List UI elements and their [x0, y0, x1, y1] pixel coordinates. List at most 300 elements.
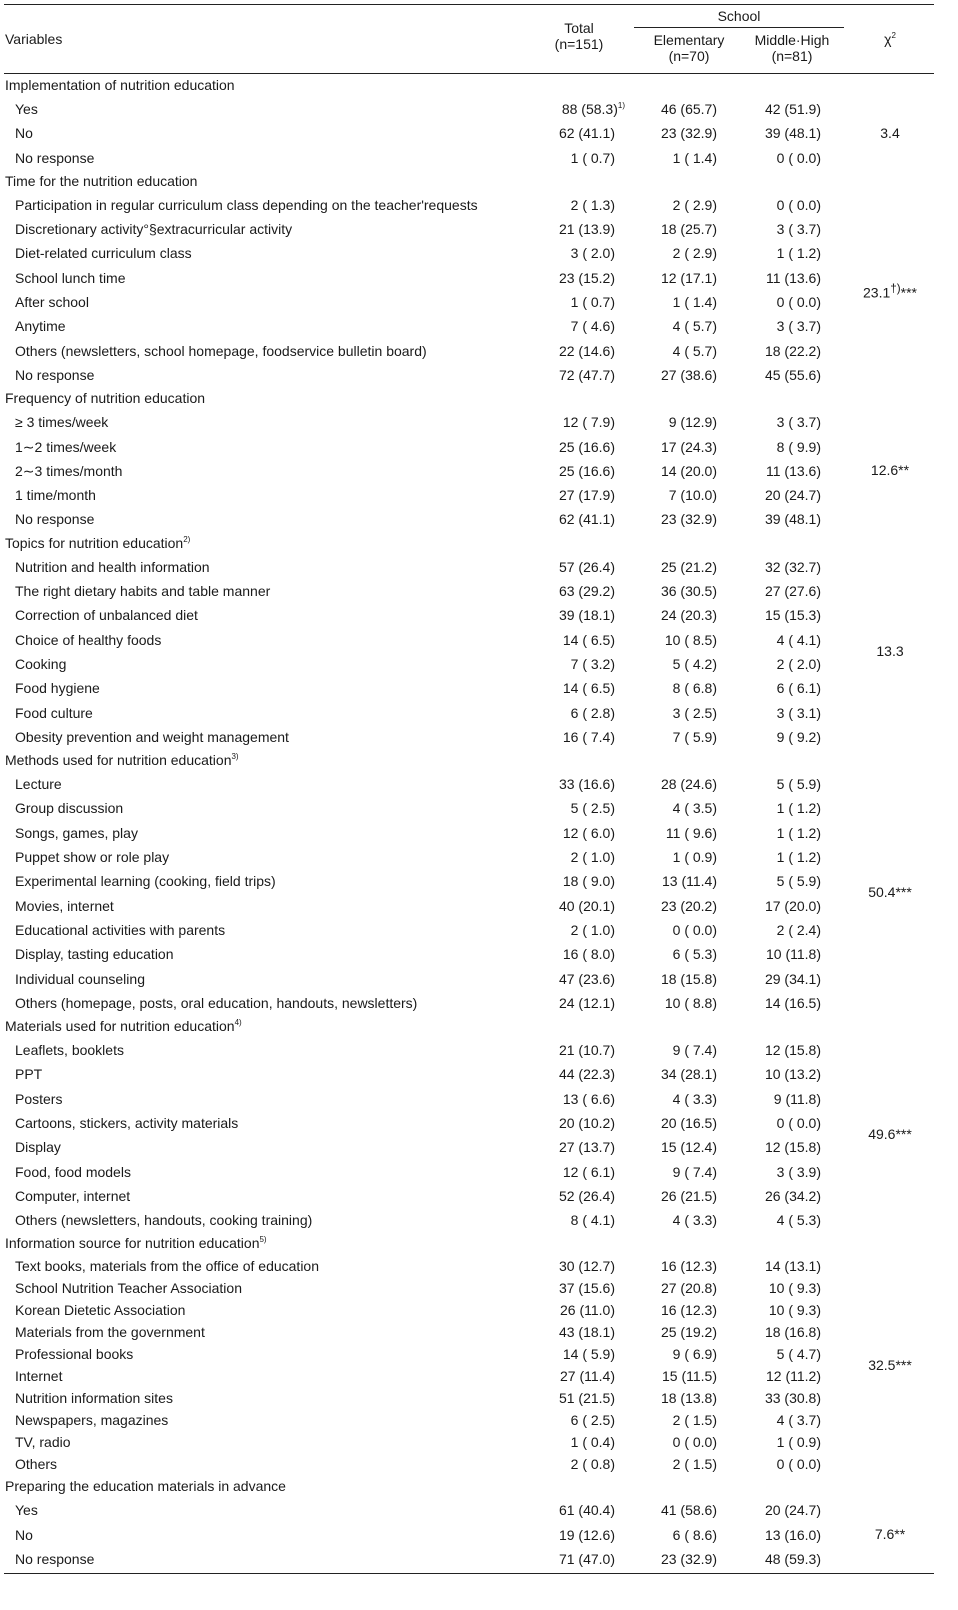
table-row [4, 1321, 934, 1343]
row-label: Text books, materials from the office of education [15, 1258, 320, 1275]
row-label: 1 time/month [15, 487, 96, 504]
cell-middle-high: 0 ( 0.0) [776, 149, 821, 166]
section-title: Methods used for nutrition education$^{3)}$ [5, 752, 239, 769]
cell-total: 63 (29.2) [558, 583, 615, 600]
cell-middle-high: 1 ( 0.9) [776, 1434, 821, 1451]
cell-middle-high: 0 ( 0.0) [776, 1114, 821, 1131]
cell-elementary: 10 ( 8.5) [664, 631, 717, 648]
row-label: School lunch time [15, 269, 126, 286]
section-title: Topics for nutrition education$^{2)}$ [5, 534, 191, 551]
row-label: Educational activities with parents [15, 921, 226, 938]
cell-total: 44 (22.3) [558, 1066, 615, 1083]
cell-middle-high: 3 ( 3.7) [776, 318, 821, 335]
cell-middle-high: 12 (11.2) [766, 1368, 821, 1385]
cell-total: 40 (20.1) [558, 897, 615, 914]
cell-elementary: 4 ( 3.3) [672, 1212, 717, 1229]
cell-elementary: 4 ( 5.7) [672, 342, 717, 359]
cell-middle-high: 32 (32.7) [764, 558, 821, 575]
table-row [4, 1184, 934, 1208]
table-row [4, 435, 934, 459]
cell-total: 61 (40.4) [558, 1502, 615, 1519]
cell-middle-high: 10 ( 9.3) [768, 1302, 821, 1319]
cell-middle-high: 5 ( 4.7) [776, 1346, 821, 1363]
table-section [4, 1475, 934, 1571]
cell-elementary: 25 (19.2) [660, 1324, 717, 1341]
cell-total: 2 ( 1.0) [570, 849, 615, 866]
row-label: Cartoons, stickers, activity materials [15, 1114, 239, 1131]
cell-middle-high: 4 ( 4.1) [776, 631, 821, 648]
cell-middle-high: 10 (13.2) [764, 1066, 821, 1083]
table-row [4, 1409, 934, 1431]
row-label: 1∼2 times/week [15, 438, 117, 455]
row-label: Display, tasting education [15, 946, 174, 963]
cell-middle-high: 1 ( 1.2) [776, 849, 821, 866]
cell-middle-high: 8 ( 9.9) [776, 438, 821, 455]
cell-total: 20 (10.2) [558, 1114, 615, 1131]
cell-elementary: 36 (30.5) [660, 583, 717, 600]
row-label: Professional books [15, 1346, 134, 1363]
table-section [4, 749, 934, 1015]
row-label: Correction of unbalanced diet [15, 607, 198, 624]
cell-elementary: 18 (13.8) [660, 1390, 717, 1407]
cell-elementary: 23 (32.9) [660, 1551, 717, 1568]
table-row [4, 845, 934, 869]
cell-elementary: 15 (12.4) [660, 1139, 717, 1156]
cell-total: 25 (16.6) [558, 438, 615, 455]
cell-middle-high: 12 (15.8) [764, 1042, 821, 1059]
row-label: No response [15, 366, 95, 383]
cell-middle-high: 14 (16.5) [764, 994, 821, 1011]
chi-square-value: 7.6** [874, 1526, 906, 1543]
row-label: Puppet show or role play [15, 849, 170, 866]
row-label: Individual counseling [15, 970, 145, 987]
cell-total: 22 (14.6) [558, 342, 615, 359]
cell-elementary: 9 ( 6.9) [672, 1346, 717, 1363]
cell-middle-high: 45 (55.6) [764, 366, 821, 383]
cell-middle-high: 5 ( 5.9) [776, 873, 821, 890]
table-row [4, 1365, 934, 1387]
cell-elementary: 2 ( 2.9) [672, 245, 717, 262]
cell-elementary: 26 (21.5) [660, 1187, 717, 1204]
chi-square-value: 13.3 [876, 642, 904, 659]
cell-middle-high: 11 (13.6) [766, 269, 821, 286]
table-row [4, 459, 934, 483]
cell-middle-high: 9 (11.8) [773, 1090, 821, 1107]
table-row [4, 1387, 934, 1409]
row-label: No response [15, 1551, 95, 1568]
cell-elementary: 23 (20.2) [660, 897, 717, 914]
table-row [4, 1523, 934, 1547]
cell-middle-high: 4 ( 5.3) [776, 1212, 821, 1229]
cell-middle-high: 0 ( 0.0) [776, 1456, 821, 1473]
cell-total: 1 ( 0.7) [570, 294, 615, 311]
cell-elementary: 9 (12.9) [668, 414, 717, 431]
nutrition-education-table [4, 4, 934, 1571]
cell-elementary: 13 (11.4) [662, 873, 717, 890]
cell-total: 7 ( 4.6) [570, 318, 615, 335]
cell-total: 14 ( 6.5) [562, 680, 615, 697]
table-row [4, 1453, 934, 1475]
cell-total: 12 ( 6.0) [562, 824, 615, 841]
row-label: 2∼3 times/month [15, 462, 123, 479]
cell-elementary: 1 ( 1.4) [672, 294, 717, 311]
cell-middle-high: 2 ( 2.0) [776, 655, 821, 672]
cell-middle-high: 3 ( 3.1) [776, 704, 821, 721]
header-variables: Variables [5, 31, 63, 47]
row-label: Experimental learning (cooking, field trips) [15, 873, 276, 890]
table-body [4, 74, 934, 1571]
cell-total: 13 ( 6.6) [562, 1090, 615, 1107]
cell-total: 3 ( 2.0) [570, 245, 615, 262]
cell-total: 43 (18.1) [558, 1324, 615, 1341]
cell-total: 33 (16.6) [558, 776, 615, 793]
cell-elementary: 4 ( 3.5) [672, 800, 717, 817]
cell-elementary: 5 ( 4.2) [672, 655, 717, 672]
row-label: No response [15, 511, 95, 528]
cell-middle-high: 1 ( 1.2) [776, 245, 821, 262]
header-school: School [717, 8, 761, 24]
table-row [4, 918, 934, 942]
row-label: Songs, games, play [15, 824, 138, 841]
cell-elementary: 6 ( 5.3) [672, 946, 717, 963]
cell-elementary: 18 (15.8) [660, 970, 717, 987]
row-label: School Nutrition Teacher Association [15, 1280, 242, 1297]
cell-total: 24 (12.1) [558, 994, 615, 1011]
cell-middle-high: 1 ( 1.2) [776, 800, 821, 817]
section-title: Implementation of nutrition education [5, 77, 235, 93]
table-section [4, 532, 934, 749]
table-bottom-rule [4, 1573, 934, 1574]
cell-total: 6 ( 2.8) [570, 704, 615, 721]
cell-total: 23 (15.2) [558, 269, 615, 286]
cell-middle-high: 17 (20.0) [764, 897, 821, 914]
table-row [4, 410, 934, 434]
row-label: Display [15, 1139, 61, 1156]
cell-total: 19 (12.6) [558, 1526, 615, 1543]
row-label: Posters [15, 1090, 63, 1107]
cell-middle-high: 20 (24.7) [764, 1502, 821, 1519]
table-header [4, 4, 934, 74]
cell-total: 1 ( 0.7) [570, 149, 615, 166]
table-row [4, 483, 934, 507]
table-row [4, 821, 934, 845]
table-row [4, 193, 934, 217]
cell-elementary: 3 ( 2.5) [672, 704, 717, 721]
table-section [4, 74, 934, 170]
cell-elementary: 0 ( 0.0) [672, 921, 717, 938]
cell-total: 2 ( 1.3) [570, 196, 615, 213]
table-row [4, 97, 934, 121]
cell-elementary: 6 ( 8.6) [672, 1526, 717, 1543]
cell-elementary: 18 (25.7) [660, 221, 717, 238]
cell-total: 16 ( 7.4) [562, 728, 615, 745]
table-row [4, 628, 934, 652]
row-label: Nutrition information sites [15, 1390, 173, 1407]
row-label: Computer, internet [15, 1187, 131, 1204]
row-label: PPT [15, 1066, 43, 1083]
cell-middle-high: 15 (15.3) [764, 607, 821, 624]
cell-elementary: 34 (28.1) [660, 1066, 717, 1083]
chi-square-value: 23.1†)*** [863, 281, 917, 301]
cell-total: 25 (16.6) [558, 462, 615, 479]
cell-middle-high: 4 ( 3.7) [776, 1412, 821, 1429]
row-label: ≥ 3 times/week [15, 414, 109, 431]
school-divider [634, 27, 844, 28]
cell-total: 12 ( 7.9) [562, 414, 615, 431]
header-elementary: Elementary (n=70) [653, 32, 725, 64]
row-label: No [15, 1526, 33, 1543]
cell-middle-high: 2 ( 2.4) [776, 921, 821, 938]
cell-elementary: 16 (12.3) [660, 1302, 717, 1319]
cell-total: 27 (11.4) [560, 1368, 615, 1385]
cell-elementary: 4 ( 3.3) [672, 1090, 717, 1107]
table-row [4, 1547, 934, 1571]
cell-middle-high: 9 ( 9.2) [776, 728, 821, 745]
row-label: Food hygiene [15, 680, 100, 697]
cell-elementary: 16 (12.3) [660, 1258, 717, 1275]
cell-elementary: 2 ( 1.5) [672, 1412, 717, 1429]
cell-total: 71 (47.0) [558, 1551, 615, 1568]
cell-elementary: 7 (10.0) [668, 487, 717, 504]
header-total: Total (n=151) [554, 20, 604, 52]
table-row [4, 1208, 934, 1232]
row-label: Korean Dietetic Association [15, 1302, 186, 1319]
cell-middle-high: 18 (22.2) [764, 342, 821, 359]
row-label: No [15, 125, 33, 142]
cell-middle-high: 20 (24.7) [764, 487, 821, 504]
row-label: Movies, internet [15, 897, 114, 914]
section-title: Frequency of nutrition education [5, 390, 206, 407]
table-row [4, 1498, 934, 1522]
chi-square-value: 32.5*** [868, 1357, 912, 1374]
table-row [4, 652, 934, 676]
table-row [4, 1299, 934, 1321]
row-label: Others (homepage, posts, oral education, handouts, newsletters) [15, 994, 418, 1011]
table-row [4, 1431, 934, 1453]
table-row [4, 1135, 934, 1159]
cell-middle-high: 12 (15.8) [764, 1139, 821, 1156]
cell-elementary: 14 (20.0) [660, 462, 717, 479]
cell-middle-high: 29 (34.1) [764, 970, 821, 987]
cell-middle-high: 39 (48.1) [764, 511, 821, 528]
cell-middle-high: 26 (34.2) [764, 1187, 821, 1204]
cell-total: 72 (47.7) [558, 366, 615, 383]
row-label: Leaflets, booklets [15, 1042, 124, 1059]
table-row [4, 266, 934, 290]
cell-elementary: 46 (65.7) [660, 101, 717, 117]
cell-elementary: 23 (32.9) [660, 511, 717, 528]
row-label: Others (newsletters, handouts, cooking training) [15, 1212, 313, 1229]
cell-middle-high: 39 (48.1) [764, 125, 821, 142]
cell-total: 88 $(58.3)^{1)}$ [561, 101, 625, 117]
cell-elementary: 23 (32.9) [660, 125, 717, 142]
cell-middle-high: 48 (59.3) [764, 1551, 821, 1568]
cell-elementary: 9 ( 7.4) [672, 1163, 717, 1180]
table-section [4, 387, 934, 531]
row-label: Discretionary activity°§extracurricular activity [15, 221, 293, 238]
table-row [4, 314, 934, 338]
cell-total: 26 (11.0) [560, 1302, 615, 1319]
cell-elementary: 9 ( 7.4) [672, 1042, 717, 1059]
cell-middle-high: 33 (30.8) [764, 1390, 821, 1407]
row-label: Others (newsletters, school homepage, foodservice bulletin board) [15, 342, 427, 359]
cell-elementary: 7 ( 5.9) [672, 728, 717, 745]
cell-middle-high: 42 (51.9) [764, 101, 821, 117]
table-section [4, 1015, 934, 1232]
row-label: Diet-related curriculum class [15, 245, 192, 262]
cell-elementary: 4 ( 5.7) [672, 318, 717, 335]
chi-square-value: 12.6** [870, 462, 910, 479]
cell-elementary: 8 ( 6.8) [672, 680, 717, 697]
row-label: TV, radio [15, 1434, 71, 1451]
table-row [4, 290, 934, 314]
row-label: Lecture [15, 776, 62, 793]
cell-total: 27 (13.7) [558, 1139, 615, 1156]
row-label: Nutrition and health information [15, 558, 210, 575]
cell-middle-high: 5 ( 5.9) [776, 776, 821, 793]
row-label: Others [15, 1456, 58, 1473]
cell-total: 16 ( 8.0) [562, 946, 615, 963]
cell-middle-high: 0 ( 0.0) [776, 196, 821, 213]
cell-elementary: 1 ( 0.9) [672, 849, 717, 866]
cell-total: 14 ( 5.9) [562, 1346, 615, 1363]
table-row [4, 725, 934, 749]
cell-elementary: 17 (24.3) [660, 438, 717, 455]
table-row [4, 772, 934, 796]
cell-elementary: 20 (16.5) [660, 1114, 717, 1131]
cell-elementary: 10 ( 8.8) [664, 994, 717, 1011]
cell-total: 2 ( 1.0) [570, 921, 615, 938]
row-label: Materials from the government [15, 1324, 205, 1341]
cell-elementary: 27 (20.8) [660, 1280, 717, 1297]
cell-total: 7 ( 3.2) [570, 655, 615, 672]
cell-total: 62 (41.1) [558, 125, 615, 142]
cell-middle-high: 0 ( 0.0) [776, 294, 821, 311]
cell-total: 57 (26.4) [558, 558, 615, 575]
table-row [4, 217, 934, 241]
section-title: Preparing the education materials in advance [5, 1478, 286, 1495]
table-row [4, 1343, 934, 1365]
cell-middle-high: 27 (27.6) [764, 583, 821, 600]
table-row [4, 1277, 934, 1299]
table-section [4, 1232, 934, 1475]
cell-total: 6 ( 2.5) [570, 1412, 615, 1429]
section-title: Information source for nutrition education$^{5)}$ [5, 1235, 267, 1252]
chi-square-value: 3.4 [880, 125, 900, 141]
cell-total: 21 (13.9) [558, 221, 615, 238]
table-row [4, 603, 934, 627]
table-row [4, 1111, 934, 1135]
table-row [4, 894, 934, 918]
cell-middle-high: 6 ( 6.1) [776, 680, 821, 697]
cell-total: 51 (21.5) [558, 1390, 615, 1407]
section-title: Materials used for nutrition education$^{4)}$ [5, 1018, 242, 1035]
cell-middle-high: 18 (16.8) [764, 1324, 821, 1341]
chi-square-value: 50.4*** [868, 884, 912, 901]
table-row [4, 363, 934, 387]
cell-middle-high: 10 ( 9.3) [768, 1280, 821, 1297]
row-label: Obesity prevention and weight management [15, 728, 289, 745]
header-chi-square: $\chi^2$ [884, 31, 896, 47]
cell-total: 62 (41.1) [558, 511, 615, 528]
cell-elementary: 12 (17.1) [660, 269, 717, 286]
row-label: Food, food models [15, 1163, 131, 1180]
row-label: Anytime [15, 318, 66, 335]
cell-elementary: 2 ( 2.9) [672, 196, 717, 213]
section-title: Time for the nutrition education [5, 172, 198, 189]
cell-elementary: 25 (21.2) [660, 558, 717, 575]
table-row [4, 991, 934, 1015]
cell-middle-high: 14 (13.1) [764, 1258, 821, 1275]
cell-elementary: 11 ( 9.6) [665, 824, 717, 841]
row-label: The right dietary habits and table manner [15, 583, 271, 600]
table-row [4, 942, 934, 966]
cell-middle-high: 13 (16.0) [764, 1526, 821, 1543]
table-row [4, 146, 934, 170]
table-row [4, 555, 934, 579]
cell-total: 37 (15.6) [558, 1280, 615, 1297]
row-label: Newspapers, magazines [15, 1412, 169, 1429]
table-section [4, 170, 934, 387]
cell-elementary: 27 (38.6) [660, 366, 717, 383]
cell-total: 1 ( 0.4) [570, 1434, 615, 1451]
row-label: Food culture [15, 704, 93, 721]
row-label: Cooking [15, 655, 67, 672]
cell-middle-high: 3 ( 3.7) [776, 221, 821, 238]
row-label: No response [15, 149, 95, 166]
cell-elementary: 0 ( 0.0) [672, 1434, 717, 1451]
table-row [4, 1087, 934, 1111]
cell-total: 5 ( 2.5) [570, 800, 615, 817]
table-row [4, 967, 934, 991]
table-row [4, 1255, 934, 1277]
cell-total: 12 ( 6.1) [562, 1163, 615, 1180]
cell-total: 21 (10.7) [558, 1042, 615, 1059]
cell-middle-high: 11 (13.6) [766, 462, 821, 479]
table-row [4, 1038, 934, 1062]
cell-total: 47 (23.6) [558, 970, 615, 987]
table-row [4, 121, 934, 145]
cell-total: 18 ( 9.0) [562, 873, 615, 890]
table-row [4, 241, 934, 265]
cell-total: 30 (12.7) [558, 1258, 615, 1275]
cell-elementary: 41 (58.6) [660, 1502, 717, 1519]
row-label: Group discussion [15, 800, 124, 817]
row-label: Choice of healthy foods [15, 631, 162, 648]
row-label: Yes [15, 1502, 38, 1519]
table-row [4, 579, 934, 603]
cell-total: 52 (26.4) [558, 1187, 615, 1204]
cell-total: 39 (18.1) [558, 607, 615, 624]
cell-middle-high: 3 ( 3.7) [776, 414, 821, 431]
table-row [4, 1160, 934, 1184]
cell-elementary: 24 (20.3) [660, 607, 717, 624]
cell-total: 27 (17.9) [558, 487, 615, 504]
table-row [4, 869, 934, 893]
table-row [4, 507, 934, 531]
cell-total: 14 ( 6.5) [562, 631, 615, 648]
cell-elementary: 28 (24.6) [660, 776, 717, 793]
cell-middle-high: 1 ( 1.2) [776, 824, 821, 841]
cell-middle-high: 3 ( 3.9) [776, 1163, 821, 1180]
cell-total: 8 ( 4.1) [570, 1212, 615, 1229]
cell-elementary: 2 ( 1.5) [672, 1456, 717, 1473]
chi-square-value: 49.6*** [868, 1126, 912, 1143]
table-row [4, 339, 934, 363]
table-row [4, 796, 934, 820]
row-label: After school [15, 294, 89, 311]
row-label: Internet [15, 1368, 63, 1385]
